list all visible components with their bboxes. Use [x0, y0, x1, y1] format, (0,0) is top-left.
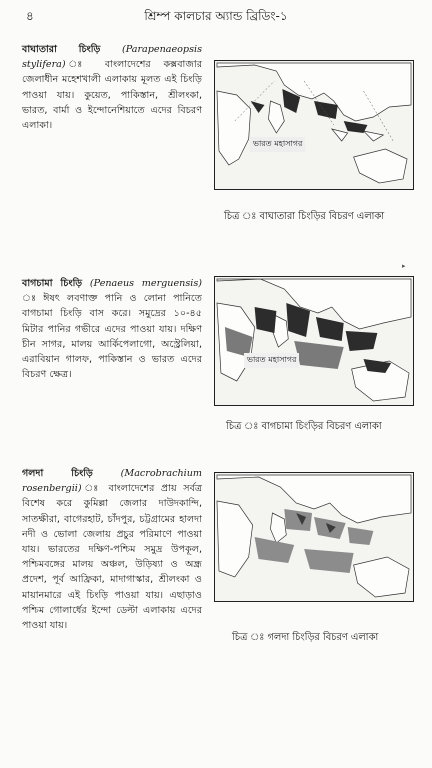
- page-header: [0, 6, 432, 28]
- scientific-name: (Macrobrachium rosenbergii): [22, 468, 202, 495]
- section-heading: বাঘাতারা চিংড়ি: [22, 44, 101, 55]
- distribution-map: [214, 60, 414, 190]
- section-bagchama: [22, 276, 202, 382]
- running-title: শ্রিম্প কালচার অ্যান্ড ব্রিডিং-১: [144, 9, 288, 23]
- figure-caption: চিত্র ঃ গলদা চিংড়ির বিচরণ এলাকা: [232, 632, 379, 643]
- distribution-map: [214, 276, 414, 406]
- distribution-map: [214, 472, 414, 602]
- figure-caption: চিত্র ঃ বাগচামা চিংড়ির বিচরণ এলাকা: [226, 421, 382, 432]
- section-heading: বাগচামা চিংড়ি: [22, 278, 83, 289]
- map-label: ভারত মহাসাগর: [250, 137, 305, 152]
- section-baghatara: [22, 42, 202, 133]
- page-number: ৪: [26, 9, 34, 23]
- section-body: ঃ ঈষৎ লবণাক্ত পানি ও লোনা পানিতে বাগচামা চিংড়ি বাস করে। সমুদ্রের ১০-৪৫ মিটার পানির গভীরে এদের পাওয়া যায়। দক্ষিণ চীন সাগর, মালয় আর্কিপেলাগো, অস্ট্রেলিয়া, এরাবিয়ান গালফ, পাকিস্তান ও ভারত এদের বিচরণ ক্ষেত্র।: [22, 293, 202, 381]
- section-paragraph: [22, 276, 202, 382]
- figure-caption: চিত্র ঃ বাঘাতারা চিংড়ির বিচরণ এলাকা: [224, 211, 385, 222]
- scientific-name: (Penaeus merguensis): [89, 278, 202, 289]
- scientific-name: (Parapenaeopsis stylifera): [22, 44, 202, 71]
- section-heading: গলদা চিংড়ি: [22, 468, 93, 479]
- section-paragraph: [22, 466, 202, 633]
- section-paragraph: [22, 42, 202, 133]
- section-golda: [22, 466, 202, 633]
- section-body: ঃ বাংলাদেশের কক্সবাজার জেলাধীন মহেশখালী এলাকায় মূলত এই চিংড়ি পাওয়া যায়। কুয়েত, পাকিস্তান, শ্রীলংকা, ভারত, বার্মা ও ইন্দোনেশিয়াতে এদের বিচরণ এলাকা।: [22, 59, 202, 132]
- section-body: ঃ বাংলাদেশের প্রায় সর্বত্র বিশেষ করে কুমিল্লা জেলার দাউদকান্দি, সাতক্ষীরা, বাগেরহাট, চাঁদপুর, চট্টগ্রামের হালদা নদী ও ভোলা জেলায় প্রচুর পরিমাণে পাওয়া যায়। ভারতের দক্ষিণ-পশ্চিম সমুদ্র উপকূল, পশ্চিমবঙ্গের মালয় অঞ্চল, উড়িষ্যা ও অন্ধ্র প্রদেশ, পূর্ব আফ্রিকা, মাদাগাস্কার, শ্রীলংকা ও মায়ানমারে এই চিংড়ি পাওয়া যায়। এছাড়াও পশ্চিম গোলার্ধের ইন্দো ডেল্টা এলাকায় এদের পাওয়া যায়।: [22, 483, 202, 632]
- map-label: ভারত মহাসাগর: [244, 353, 299, 368]
- scan-mark: ▸: [402, 262, 406, 270]
